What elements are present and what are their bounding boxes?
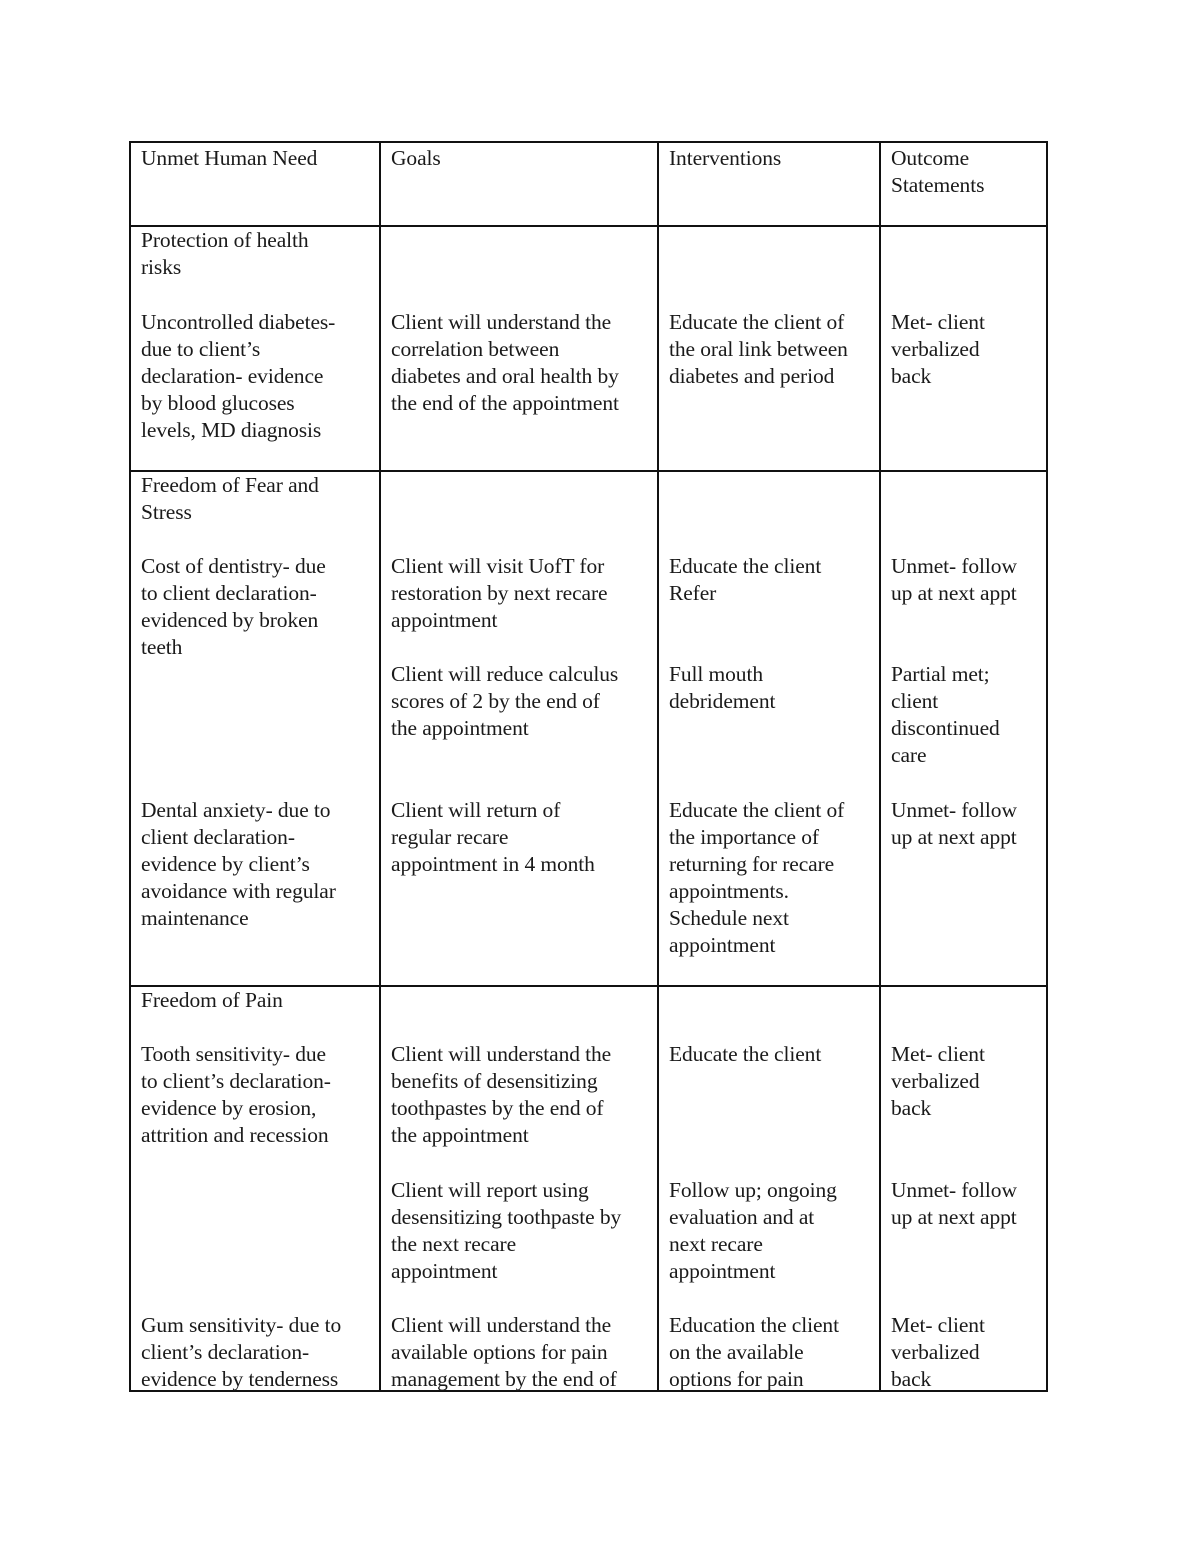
goal-text: Client will understand the correlation between diabetes and oral health by the end of the appointment (391, 310, 619, 415)
outcome-text: Met- client verbalized back (891, 1042, 985, 1120)
header-outcome-statements: Outcome Statements (891, 146, 985, 197)
intervention-cell (659, 987, 881, 1390)
goal-text: Client will reduce calculus scores of 2 by the end of the appointment (391, 662, 619, 740)
need-description: Tooth sensitivity- due to client’s declaration- evidence by erosion, attrition and recession (141, 1042, 331, 1147)
intervention-text: Follow up; ongoing evaluation and at next recare appointment (669, 1178, 837, 1283)
header-unmet-human-need: Unmet Human Need (141, 146, 318, 170)
outcome-text: Partial met; client discontinued care (891, 662, 1000, 767)
goal-text: Client will report using desensitizing toothpaste by the next recare appointment (391, 1178, 622, 1283)
goal-text: Client will visit UofT for restoration by next recare appointment (391, 554, 608, 632)
intervention-text: Education the client on the available options for pain (669, 1313, 839, 1391)
table-header-row (131, 143, 1046, 227)
need-description: Gum sensitivity- due to client’s declaration- evidence by tenderness (141, 1313, 342, 1391)
goal-cell (381, 227, 659, 470)
table-row (131, 227, 1046, 472)
need-description: Cost of dentistry- due to client declaration- evidenced by broken teeth (141, 554, 326, 659)
intervention-text: Educate the client of the importance of returning for recare appointments. Schedule next appointment (669, 798, 845, 957)
intervention-cell (659, 227, 881, 470)
outcome-text: Unmet- follow up at next appt (891, 1178, 1017, 1229)
intervention-text: Full mouth debridement (669, 662, 776, 713)
header-cell (659, 143, 881, 225)
goal-text: Client will understand the benefits of desensitizing toothpastes by the end of the appointment (391, 1042, 612, 1147)
outcome-text: Met- client verbalized back (891, 310, 985, 388)
need-category: Protection of health risks (141, 228, 309, 279)
need-description: Dental anxiety- due to client declaration- evidence by client’s avoidance with regular maintenance (141, 798, 336, 930)
outcome-text: Unmet- follow up at next appt (891, 798, 1017, 849)
need-category: Freedom of Pain (141, 988, 283, 1012)
table-row (131, 987, 1046, 1390)
care-plan-table (129, 141, 1048, 1392)
goal-text: Client will return of regular recare appointment in 4 month (391, 798, 595, 876)
table-row (131, 472, 1046, 987)
goal-text: Client will understand the available options for pain management by the end of (391, 1313, 617, 1391)
outcome-cell (881, 472, 1048, 985)
need-category: Freedom of Fear and Stress (141, 473, 319, 524)
need-cell (131, 987, 381, 1390)
intervention-cell (659, 472, 881, 985)
outcome-text: Met- client verbalized back (891, 1313, 985, 1391)
goal-cell (381, 472, 659, 985)
outcome-cell (881, 987, 1048, 1390)
header-interventions: Interventions (669, 146, 782, 170)
need-description: Uncontrolled diabetes- due to client’s declaration- evidence by blood glucoses levels, MD diagnosis (141, 310, 336, 442)
intervention-text: Educate the client Refer (669, 554, 822, 605)
outcome-cell (881, 227, 1048, 470)
header-cell (881, 143, 1048, 225)
goal-cell (381, 987, 659, 1390)
need-cell (131, 227, 381, 470)
header-cell (131, 143, 381, 225)
intervention-text: Educate the client of the oral link between diabetes and period (669, 310, 848, 388)
outcome-text: Unmet- follow up at next appt (891, 554, 1017, 605)
header-cell (381, 143, 659, 225)
header-goals: Goals (391, 146, 441, 170)
intervention-text: Educate the client (669, 1042, 822, 1066)
need-cell (131, 472, 381, 985)
